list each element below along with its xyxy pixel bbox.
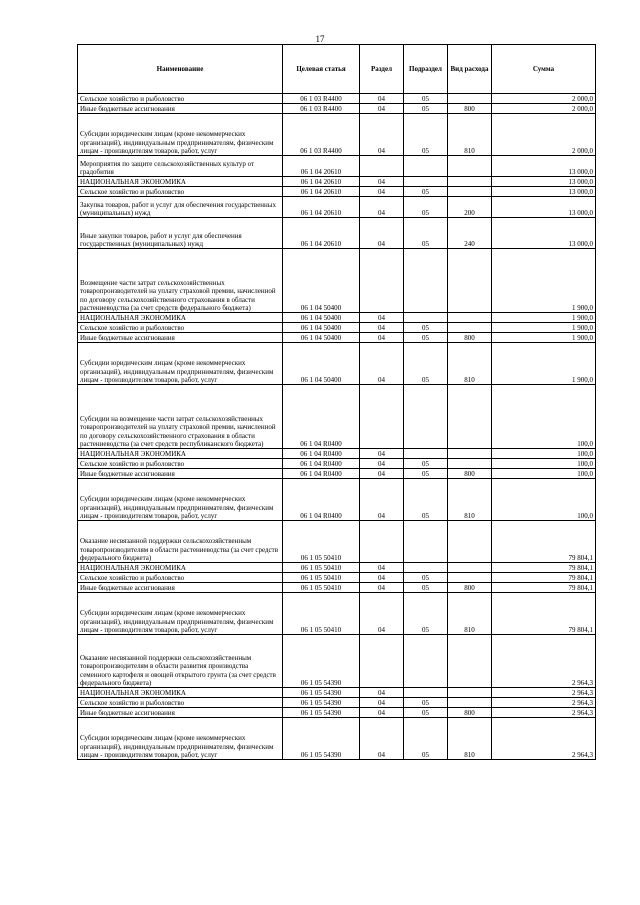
cell-target: 06 1 05 54390	[283, 718, 360, 760]
cell-subsection: 05	[404, 469, 448, 479]
cell-target: 06 1 05 54390	[283, 688, 360, 698]
cell-expense-type	[448, 459, 492, 469]
cell-expense-type: 240	[448, 218, 492, 249]
table-row	[78, 583, 596, 593]
cell-sum: 13 000,0	[492, 187, 596, 197]
cell-expense-type	[448, 385, 492, 449]
table-row	[78, 94, 596, 104]
cell-name: НАЦИОНАЛЬНАЯ ЭКОНОМИКА	[78, 688, 283, 698]
cell-section: 04	[360, 583, 404, 593]
table-row	[78, 708, 596, 718]
cell-name: Возмещение части затрат сельскохозяйственных товаропроизводителей на уплату страховой премии, начисленной по договору сельскохозяйственного страхования в области растениеводства (за счет средств федерального бюджета)	[78, 249, 283, 313]
cell-expense-type	[448, 449, 492, 459]
cell-target: 06 1 05 50410	[283, 573, 360, 583]
cell-section: 04	[360, 573, 404, 583]
cell-name: Закупка товаров, работ и услуг для обеспечения государственных (муниципальных) нужд	[78, 197, 283, 218]
cell-subsection	[404, 688, 448, 698]
cell-target: 06 1 05 54390	[283, 635, 360, 688]
cell-section: 04	[360, 94, 404, 104]
cell-sum: 1 900,0	[492, 249, 596, 313]
cell-name: Иные бюджетные ассигнования	[78, 333, 283, 343]
cell-target: 06 1 05 50410	[283, 563, 360, 573]
cell-subsection: 05	[404, 343, 448, 385]
cell-name: Сельское хозяйство и рыболовство	[78, 698, 283, 708]
header-name: Наименование	[78, 45, 283, 94]
cell-name: Субсидии юридическим лицам (кроме некоммерческих организаций), индивидуальным предпринимателям, физическим лицам - производителям товаров, работ, услуг	[78, 479, 283, 521]
cell-target: 06 1 04 20610	[283, 177, 360, 187]
cell-subsection: 05	[404, 187, 448, 197]
cell-expense-type: 810	[448, 718, 492, 760]
cell-target: 06 1 04 20610	[283, 197, 360, 218]
cell-subsection: 05	[404, 104, 448, 114]
cell-expense-type: 800	[448, 104, 492, 114]
cell-expense-type	[448, 521, 492, 563]
cell-section	[360, 156, 404, 177]
cell-target: 06 1 05 50410	[283, 593, 360, 635]
cell-target: 06 1 04 50400	[283, 333, 360, 343]
cell-name: Сельское хозяйство и рыболовство	[78, 94, 283, 104]
cell-subsection: 05	[404, 94, 448, 104]
cell-name: Оказание несвязанной поддержки сельскохозяйственным товаропроизводителям в области развития производства семенного картофеля и овощей открытого грунта (за счет средств федерального бюджета)	[78, 635, 283, 688]
cell-name: Иные закупки товаров, работ и услуг для обеспечения государственных (муниципальных) нужд	[78, 218, 283, 249]
table-row	[78, 593, 596, 635]
cell-sum: 100,0	[492, 459, 596, 469]
cell-section	[360, 385, 404, 449]
cell-subsection	[404, 313, 448, 323]
cell-name: Сельское хозяйство и рыболовство	[78, 323, 283, 333]
cell-target: 06 1 04 50400	[283, 249, 360, 313]
cell-expense-type: 800	[448, 469, 492, 479]
cell-name: Субсидии юридическим лицам (кроме некоммерческих организаций), индивидуальным предпринимателям, физическим лицам - производителям товаров, работ, услуг	[78, 343, 283, 385]
cell-subsection	[404, 563, 448, 573]
cell-target: 06 1 03 R4400	[283, 114, 360, 156]
cell-name: Сельское хозяйство и рыболовство	[78, 459, 283, 469]
cell-subsection: 05	[404, 333, 448, 343]
cell-name: Иные бюджетные ассигнования	[78, 708, 283, 718]
table-row	[78, 563, 596, 573]
cell-section: 04	[360, 459, 404, 469]
cell-sum: 2 964,3	[492, 635, 596, 688]
cell-target: 06 1 04 R0400	[283, 469, 360, 479]
cell-section: 04	[360, 187, 404, 197]
cell-name: Субсидии на возмещение части затрат сельскохозяйственных товаропроизводителей на уплату страховой премии, начисленной по договору сельскохозяйственного страхования в области растениеводства (за счет средств республиканского бюджета)	[78, 385, 283, 449]
cell-subsection: 05	[404, 218, 448, 249]
cell-target: 06 1 05 50410	[283, 583, 360, 593]
cell-section: 04	[360, 469, 404, 479]
cell-section: 04	[360, 708, 404, 718]
cell-name: Оказание несвязанной поддержки сельскохозяйственным товаропроизводителям в области растениеводства (за счет средств федерального бюджета)	[78, 521, 283, 563]
cell-expense-type	[448, 94, 492, 104]
cell-subsection: 05	[404, 197, 448, 218]
cell-target: 06 1 03 R4400	[283, 94, 360, 104]
cell-subsection: 05	[404, 583, 448, 593]
cell-sum: 2 964,3	[492, 688, 596, 698]
cell-subsection: 05	[404, 459, 448, 469]
cell-section	[360, 249, 404, 313]
cell-expense-type: 810	[448, 114, 492, 156]
cell-target: 06 1 04 20610	[283, 187, 360, 197]
cell-name: Иные бюджетные ассигнования	[78, 583, 283, 593]
cell-target: 06 1 04 50400	[283, 343, 360, 385]
cell-target: 06 1 04 R0400	[283, 385, 360, 449]
cell-sum: 79 804,1	[492, 573, 596, 583]
cell-target: 06 1 04 R0400	[283, 479, 360, 521]
table-row	[78, 718, 596, 760]
cell-target: 06 1 04 R0400	[283, 459, 360, 469]
cell-section: 04	[360, 563, 404, 573]
cell-target: 06 1 04 50400	[283, 323, 360, 333]
cell-expense-type: 800	[448, 708, 492, 718]
cell-section: 04	[360, 449, 404, 459]
cell-expense-type	[448, 313, 492, 323]
table-row	[78, 323, 596, 333]
cell-sum: 100,0	[492, 479, 596, 521]
table-row	[78, 449, 596, 459]
table-header-row	[78, 45, 596, 94]
cell-sum: 1 900,0	[492, 313, 596, 323]
table-row	[78, 573, 596, 583]
cell-expense-type: 810	[448, 479, 492, 521]
cell-sum: 2 964,3	[492, 698, 596, 708]
cell-target: 06 1 04 20610	[283, 156, 360, 177]
cell-expense-type	[448, 156, 492, 177]
cell-section: 04	[360, 104, 404, 114]
cell-section: 04	[360, 593, 404, 635]
cell-target: 06 1 05 54390	[283, 708, 360, 718]
cell-section: 04	[360, 688, 404, 698]
header-subsection: Подраздел	[404, 45, 448, 94]
cell-sum: 100,0	[492, 385, 596, 449]
cell-section: 04	[360, 343, 404, 385]
cell-name: Субсидии юридическим лицам (кроме некоммерческих организаций), индивидуальным предпринимателям, физическим лицам - производителям товаров, работ, услуг	[78, 718, 283, 760]
table-body	[78, 94, 596, 760]
cell-target: 06 1 04 50400	[283, 313, 360, 323]
cell-name: Субсидии юридическим лицам (кроме некоммерческих организаций), индивидуальным предпринимателям, физическим лицам - производителям товаров, работ, услуг	[78, 593, 283, 635]
cell-expense-type: 200	[448, 197, 492, 218]
cell-subsection: 05	[404, 114, 448, 156]
cell-section: 04	[360, 333, 404, 343]
cell-sum: 79 804,1	[492, 563, 596, 573]
table-row	[78, 635, 596, 688]
cell-name: НАЦИОНАЛЬНАЯ ЭКОНОМИКА	[78, 177, 283, 187]
cell-expense-type	[448, 177, 492, 187]
cell-name: Субсидии юридическим лицам (кроме некоммерческих организаций), индивидуальным предпринимателям, физическим лицам - производителям товаров, работ, услуг	[78, 114, 283, 156]
cell-section: 04	[360, 323, 404, 333]
cell-section: 04	[360, 114, 404, 156]
cell-subsection: 05	[404, 708, 448, 718]
cell-expense-type	[448, 635, 492, 688]
table-row	[78, 249, 596, 313]
table-row	[78, 218, 596, 249]
cell-section	[360, 521, 404, 563]
cell-expense-type	[448, 249, 492, 313]
cell-sum: 1 900,0	[492, 323, 596, 333]
cell-subsection: 05	[404, 479, 448, 521]
cell-sum: 1 900,0	[492, 343, 596, 385]
cell-target: 06 1 05 54390	[283, 698, 360, 708]
header-expense-type: Вид расхода	[448, 45, 492, 94]
table-row	[78, 197, 596, 218]
cell-name: НАЦИОНАЛЬНАЯ ЭКОНОМИКА	[78, 449, 283, 459]
cell-target: 06 1 05 50410	[283, 521, 360, 563]
cell-name: НАЦИОНАЛЬНАЯ ЭКОНОМИКА	[78, 313, 283, 323]
cell-target: 06 1 04 R0400	[283, 449, 360, 459]
table-row	[78, 187, 596, 197]
cell-section: 04	[360, 479, 404, 521]
cell-sum: 13 000,0	[492, 218, 596, 249]
table-row	[78, 521, 596, 563]
cell-sum: 2 000,0	[492, 104, 596, 114]
cell-expense-type	[448, 573, 492, 583]
cell-subsection	[404, 249, 448, 313]
cell-name: Сельское хозяйство и рыболовство	[78, 187, 283, 197]
table-row	[78, 177, 596, 187]
cell-sum: 2 000,0	[492, 114, 596, 156]
cell-subsection: 05	[404, 573, 448, 583]
cell-name: Иные бюджетные ассигнования	[78, 469, 283, 479]
cell-expense-type	[448, 323, 492, 333]
cell-sum: 13 000,0	[492, 197, 596, 218]
table-row	[78, 333, 596, 343]
cell-subsection	[404, 156, 448, 177]
table-row	[78, 156, 596, 177]
cell-subsection	[404, 635, 448, 688]
table-row	[78, 104, 596, 114]
cell-expense-type	[448, 698, 492, 708]
cell-subsection: 05	[404, 323, 448, 333]
cell-subsection	[404, 177, 448, 187]
table-row	[78, 479, 596, 521]
cell-sum: 100,0	[492, 469, 596, 479]
cell-section	[360, 635, 404, 688]
cell-section: 04	[360, 177, 404, 187]
table-row	[78, 114, 596, 156]
cell-name: Сельское хозяйство и рыболовство	[78, 573, 283, 583]
cell-section: 04	[360, 218, 404, 249]
table-row	[78, 343, 596, 385]
cell-expense-type: 810	[448, 343, 492, 385]
cell-sum: 13 000,0	[492, 177, 596, 187]
cell-sum: 13 000,0	[492, 156, 596, 177]
cell-target: 06 1 03 R4400	[283, 104, 360, 114]
cell-sum: 2 000,0	[492, 94, 596, 104]
cell-name: НАЦИОНАЛЬНАЯ ЭКОНОМИКА	[78, 563, 283, 573]
cell-expense-type	[448, 688, 492, 698]
cell-section: 04	[360, 197, 404, 218]
table-row	[78, 469, 596, 479]
cell-sum: 1 900,0	[492, 333, 596, 343]
table-row	[78, 385, 596, 449]
header-target: Целевая статья	[283, 45, 360, 94]
cell-sum: 79 804,1	[492, 593, 596, 635]
table-row	[78, 698, 596, 708]
table-row	[78, 313, 596, 323]
cell-name: Иные бюджетные ассигнования	[78, 104, 283, 114]
cell-sum: 2 964,3	[492, 718, 596, 760]
header-sum: Сумма	[492, 45, 596, 94]
cell-subsection: 05	[404, 698, 448, 708]
cell-subsection: 05	[404, 718, 448, 760]
cell-section: 04	[360, 313, 404, 323]
cell-name: Мероприятия по защите сельскохозяйственных культур от градобития	[78, 156, 283, 177]
table-row	[78, 459, 596, 469]
cell-expense-type	[448, 563, 492, 573]
cell-sum: 79 804,1	[492, 583, 596, 593]
cell-expense-type: 810	[448, 593, 492, 635]
cell-sum: 79 804,1	[492, 521, 596, 563]
cell-subsection	[404, 449, 448, 459]
cell-sum: 100,0	[492, 449, 596, 459]
page-number: 17	[315, 34, 325, 44]
cell-sum: 2 964,3	[492, 708, 596, 718]
cell-subsection	[404, 385, 448, 449]
cell-subsection: 05	[404, 593, 448, 635]
cell-expense-type: 800	[448, 583, 492, 593]
cell-expense-type	[448, 187, 492, 197]
cell-subsection	[404, 521, 448, 563]
table-row	[78, 688, 596, 698]
cell-section: 04	[360, 718, 404, 760]
cell-target: 06 1 04 20610	[283, 218, 360, 249]
budget-table	[77, 44, 596, 760]
cell-section: 04	[360, 698, 404, 708]
header-section: Раздел	[360, 45, 404, 94]
cell-expense-type: 800	[448, 333, 492, 343]
